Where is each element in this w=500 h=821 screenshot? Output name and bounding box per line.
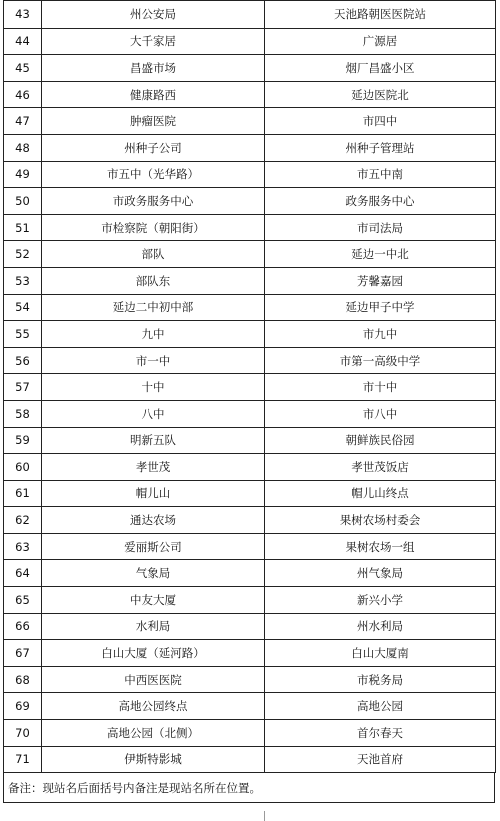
table-row [4,400,496,427]
table-footnote: 备注：现站名后面括号内备注是现站名所在位置。 [3,773,495,803]
row-number: 65 [4,587,42,614]
stop-location: 州水利局 [265,613,496,640]
row-number: 57 [4,374,42,401]
stop-name: 气象局 [42,560,265,587]
stop-name: 帽儿山 [42,480,265,507]
stop-location: 帽儿山终点 [265,480,496,507]
stop-name: 昌盛市场 [42,55,265,82]
stop-location: 市九中 [265,321,496,348]
table-row [4,480,496,507]
stop-name: 中西医医院 [42,666,265,693]
stop-name: 通达农场 [42,507,265,534]
table-row [4,214,496,241]
table-row [4,321,496,348]
table-row [4,454,496,481]
stop-name: 明新五队 [42,427,265,454]
row-number: 61 [4,480,42,507]
table-row [4,746,496,773]
stop-location: 延边一中北 [265,241,496,268]
stop-name: 大千家居 [42,28,265,55]
stop-name: 部队东 [42,267,265,294]
table-row [4,693,496,720]
row-number: 63 [4,533,42,560]
stop-location: 朝鲜族民俗园 [265,427,496,454]
table-row [4,347,496,374]
stop-name: 市检察院（朝阳街） [42,214,265,241]
row-number: 62 [4,507,42,534]
stop-location: 首尔春天 [265,720,496,747]
table-row [4,507,496,534]
table-row [4,533,496,560]
stop-location: 市十中 [265,374,496,401]
stop-location: 市八中 [265,400,496,427]
row-number: 70 [4,720,42,747]
row-number: 55 [4,321,42,348]
table-row [4,1,496,29]
stop-name: 九中 [42,321,265,348]
stop-location: 州气象局 [265,560,496,587]
table-body [4,1,496,773]
stop-location: 果树农场一组 [265,533,496,560]
stop-name: 爱丽斯公司 [42,533,265,560]
row-number: 64 [4,560,42,587]
table-row [4,560,496,587]
row-number: 66 [4,613,42,640]
row-number: 71 [4,746,42,773]
stop-location: 州种子管理站 [265,134,496,161]
row-number: 48 [4,134,42,161]
page-edge-mark [264,811,265,821]
stop-name: 市政务服务中心 [42,188,265,215]
table-row [4,55,496,82]
row-number: 67 [4,640,42,667]
row-number: 44 [4,28,42,55]
row-number: 54 [4,294,42,321]
stop-name: 高地公园（北侧） [42,720,265,747]
stop-rename-table [3,0,496,773]
row-number: 43 [4,1,42,29]
table-row [4,374,496,401]
stop-name: 水利局 [42,613,265,640]
table-row [4,108,496,135]
stop-name: 市一中 [42,347,265,374]
stop-location: 市司法局 [265,214,496,241]
stop-name: 健康路西 [42,81,265,108]
table-row [4,161,496,188]
stop-location: 广源居 [265,28,496,55]
stop-name: 肿瘤医院 [42,108,265,135]
stop-location: 高地公园 [265,693,496,720]
row-number: 68 [4,666,42,693]
stop-location: 市四中 [265,108,496,135]
table-row [4,666,496,693]
stop-name: 部队 [42,241,265,268]
stop-location: 白山大厦南 [265,640,496,667]
row-number: 60 [4,454,42,481]
table-row [4,267,496,294]
stop-location: 芳馨嘉园 [265,267,496,294]
row-number: 69 [4,693,42,720]
row-number: 45 [4,55,42,82]
stop-name: 白山大厦（延河路） [42,640,265,667]
table-row [4,294,496,321]
stop-location: 天池首府 [265,746,496,773]
stop-location: 市税务局 [265,666,496,693]
stop-location: 孝世茂饭店 [265,454,496,481]
stop-location: 市第一高级中学 [265,347,496,374]
table-row [4,241,496,268]
row-number: 59 [4,427,42,454]
stop-name: 伊斯特影城 [42,746,265,773]
stop-location: 延边甲子中学 [265,294,496,321]
row-number: 47 [4,108,42,135]
stop-name: 孝世茂 [42,454,265,481]
stop-name: 十中 [42,374,265,401]
row-number: 51 [4,214,42,241]
stop-location: 政务服务中心 [265,188,496,215]
stop-name: 八中 [42,400,265,427]
row-number: 56 [4,347,42,374]
table-row [4,640,496,667]
stop-location: 延边医院北 [265,81,496,108]
stop-name: 延边二中初中部 [42,294,265,321]
table-row [4,81,496,108]
stop-name: 中友大厦 [42,587,265,614]
stop-name: 州种子公司 [42,134,265,161]
stop-rename-table-sheet [3,0,495,803]
row-number: 52 [4,241,42,268]
stop-name: 州公安局 [42,1,265,29]
table-row [4,613,496,640]
stop-location: 果树农场村委会 [265,507,496,534]
row-number: 50 [4,188,42,215]
table-row [4,587,496,614]
row-number: 58 [4,400,42,427]
table-row [4,427,496,454]
stop-name: 市五中（光华路） [42,161,265,188]
row-number: 46 [4,81,42,108]
stop-location: 市五中南 [265,161,496,188]
stop-name: 高地公园终点 [42,693,265,720]
row-number: 53 [4,267,42,294]
table-row [4,188,496,215]
table-row [4,134,496,161]
row-number: 49 [4,161,42,188]
stop-location: 天池路朝医医院站 [265,1,496,29]
table-row [4,720,496,747]
table-row [4,28,496,55]
stop-location: 烟厂昌盛小区 [265,55,496,82]
stop-location: 新兴小学 [265,587,496,614]
